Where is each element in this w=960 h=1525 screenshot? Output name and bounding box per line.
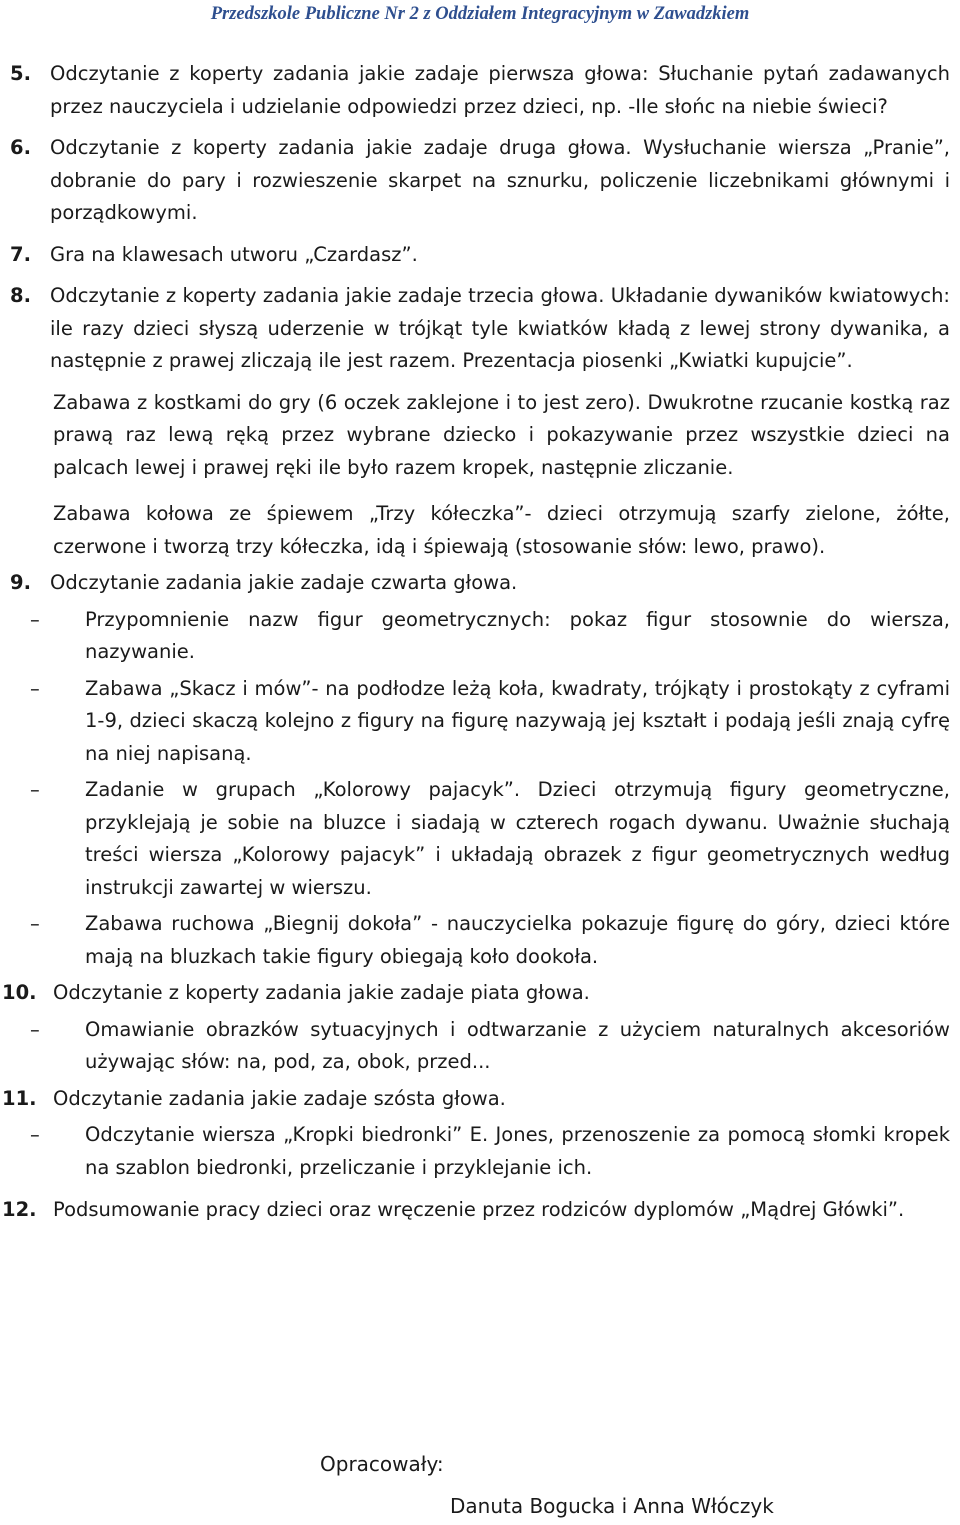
item-number: 8. bbox=[10, 284, 31, 307]
item-number: 7. bbox=[10, 242, 31, 266]
item-text: Odczytanie z koperty zadania jakie zadaje druga głowa. Wysłuchanie wiersza „Pranie”, dobranie do pary i rozwieszenie skarpet na sznurku, policzenie liczebnikami głównymi i porządkowymi. bbox=[50, 136, 950, 224]
item-text: Odczytanie z koperty zadania jakie zadaje pierwsza głowa: Słuchanie pytań zadawanych przez nauczyciela i udzielanie odpowiedzi przez dzieci, np. -Ile słońc na niebie świeci? bbox=[50, 62, 950, 118]
bullet-text: Przypomnienie nazw figur geometrycznych: pokaz figur stosownie do wiersza, nazywanie. bbox=[85, 607, 950, 663]
paragraph-circle-game: Zabawa kołowa ze śpiewem „Trzy kółeczka”- dzieci otrzymują szarfy zielone, żółte, czerwone i tworzą trzy kółeczka, idą i śpiewają (stosowanie słów: lewo, prawo). bbox=[53, 502, 950, 558]
dash-bullet: – bbox=[30, 778, 40, 801]
list-item-12 bbox=[0, 1194, 960, 1227]
item-text: Podsumowanie pracy dzieci oraz wręczenie przez rodziców dyplomów „Mądrej Główki”. bbox=[53, 1198, 905, 1221]
bullet-text: Zabawa „Skacz i mów”- na podłodze leżą koła, kwadraty, trójkąty i prostokąty z cyframi 1-9, dzieci skaczą kolejno z figury na figurę nazywają jej kształt i podają jeśli znają cyfrę na niej napisaną. bbox=[85, 676, 950, 765]
list-item-9 bbox=[0, 567, 960, 600]
item-text: Odczytanie zadania jakie zadaje czwarta głowa. bbox=[50, 571, 518, 594]
item-text: Odczytanie zadania jakie zadaje szósta głowa. bbox=[53, 1086, 506, 1110]
item-number: 11. bbox=[2, 1086, 37, 1110]
list-item-8 bbox=[0, 280, 960, 378]
list-item-10 bbox=[0, 977, 960, 1010]
bullet-text: Zadanie w grupach „Kolorowy pajacyk”. Dzieci otrzymują figury geometryczne, przyklejają je sobie na bluzce i siadają w czterech rogach dywanu. Uważnie słuchają treści wiersza „Kolorowy pajacyk” i układają obrazek z figur geometrycznych według instrukcji zawartej w wierszu. bbox=[85, 778, 950, 899]
document-header: Przedszkole Publiczne Nr 2 z Oddziałem Integracyjnym w Zawadzkiem bbox=[210, 4, 750, 24]
item-number: 12. bbox=[2, 1198, 37, 1221]
item-text: Gra na klawesach utworu „Czardasz”. bbox=[50, 242, 418, 266]
bullet-item bbox=[0, 774, 960, 904]
item-text: Odczytanie z koperty zadania jakie zadaje trzecia głowa. Układanie dywaników kwiatowych: ile razy dzieci słyszą uderzenie w trójkąt tyle kwiatków kładą z lewej strony dywanika, a następnie z prawej zliczają ile jest razem. Prezentacja piosenki „Kwiatki kupujcie”. bbox=[50, 284, 950, 372]
list-item-6 bbox=[0, 132, 960, 230]
bullet-item bbox=[0, 604, 960, 669]
signature-label: Opracowały: bbox=[320, 1452, 444, 1476]
item-number: 9. bbox=[10, 571, 31, 594]
document-body bbox=[0, 58, 960, 1227]
list-item-5 bbox=[0, 58, 960, 123]
dash-bullet: – bbox=[30, 1123, 40, 1146]
bullet-text: Omawianie obrazków sytuacyjnych i odtwarzanie z użyciem naturalnych akcesoriów używając słów: na, pod, za, obok, przed... bbox=[85, 1017, 950, 1073]
paragraph-dice-game: Zabawa z kostkami do gry (6 oczek zaklejone i to jest zero). Dwukrotne rzucanie kostką raz prawą raz lewą ręką przez wybrane dziecko i pokazywanie przez wszystkie dzieci na palcach lewej i prawej ręki ile było razem kropek, następnie zliczanie. bbox=[53, 390, 950, 479]
item-number: 10. bbox=[2, 981, 37, 1004]
item-text: Odczytanie z koperty zadania jakie zadaje piata głowa. bbox=[53, 981, 590, 1004]
item-number: 6. bbox=[10, 136, 31, 159]
list-item-11 bbox=[0, 1083, 960, 1116]
bullet-text: Zabawa ruchowa „Biegnij dokoła” - nauczycielka pokazuje figurę do góry, dzieci które mają na bluzkach takie figury obiegają koło dookoła. bbox=[85, 912, 950, 968]
list-item-7 bbox=[0, 239, 960, 272]
bullet-text: Odczytanie wiersza „Kropki biedronki” E. Jones, przenoszenie za pomocą słomki kropek na szablon biedronki, przeliczanie i przyklejanie ich. bbox=[85, 1123, 950, 1179]
bullet-item bbox=[0, 1014, 960, 1079]
item-number: 5. bbox=[10, 62, 31, 85]
signature-names: Danuta Bogucka i Anna Włóczyk bbox=[450, 1494, 774, 1518]
bullet-item bbox=[0, 908, 960, 973]
dash-bullet: – bbox=[30, 1017, 40, 1041]
bullet-item bbox=[0, 1119, 960, 1184]
bullet-item bbox=[0, 673, 960, 771]
dash-bullet: – bbox=[30, 676, 40, 700]
dash-bullet: – bbox=[30, 912, 40, 935]
dash-bullet: – bbox=[30, 607, 40, 631]
